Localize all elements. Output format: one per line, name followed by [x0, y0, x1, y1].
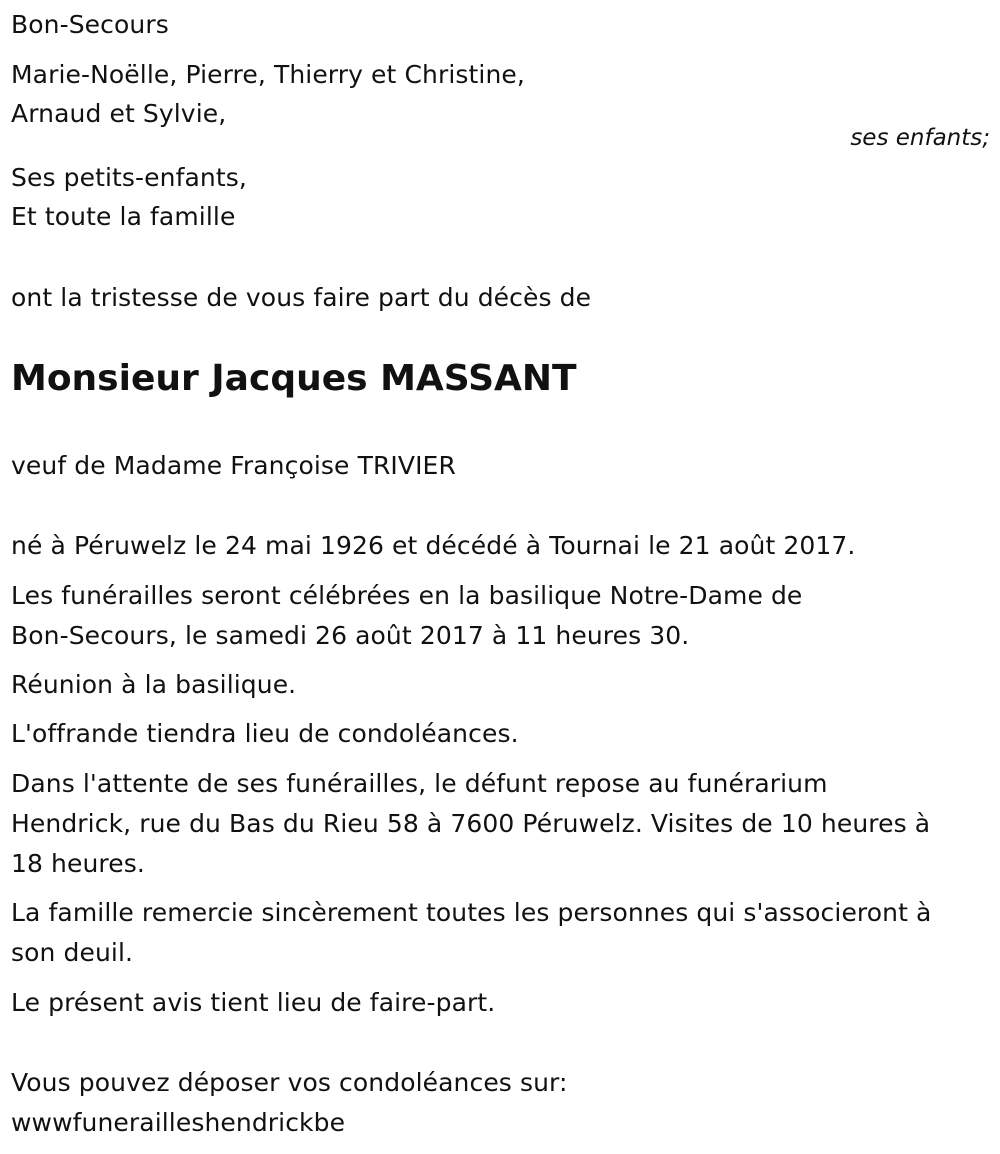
children-role-label: ses enfants;	[850, 125, 990, 151]
widower-of-line: veuf de Madame Françoise TRIVIER	[11, 451, 456, 480]
funeral-info-line-2: Bon-Secours, le samedi 26 août 2017 à 11 heures 30.	[11, 621, 690, 650]
notice-line: Le présent avis tient lieu de faire-part.	[11, 988, 496, 1017]
children-names-line-2: Arnaud et Sylvie,	[11, 99, 227, 128]
deceased-name: Monsieur Jacques MASSANT	[11, 358, 577, 399]
place-heading: Bon-Secours	[11, 10, 169, 39]
rest-info-line-3: 18 heures.	[11, 849, 145, 878]
funeral-info-line-1: Les funérailles seront célébrées en la basilique Notre-Dame de	[11, 581, 803, 610]
meeting-line: Réunion à la basilique.	[11, 670, 297, 699]
thanks-line-2: son deuil.	[11, 938, 134, 967]
thanks-line-1: La famille remercie sincèrement toutes les personnes qui s'associeront à	[11, 898, 932, 927]
birth-death-line: né à Péruwelz le 24 mai 1926 et décédé à Tournai le 21 août 2017.	[11, 531, 856, 560]
rest-info-line-1: Dans l'attente de ses funérailles, le défunt repose au funérarium	[11, 769, 828, 798]
grandchildren-line: Ses petits-enfants,	[11, 163, 247, 192]
intro-text: ont la tristesse de vous faire part du décès de	[11, 283, 592, 312]
whole-family-line: Et toute la famille	[11, 202, 236, 231]
condolences-label: Vous pouvez déposer vos condoléances sur:	[11, 1068, 568, 1097]
condolences-website-link[interactable]: wwwfunerailleshendrickbe	[11, 1108, 346, 1137]
offering-line: L'offrande tiendra lieu de condoléances.	[11, 719, 519, 748]
children-names-line-1: Marie-Noëlle, Pierre, Thierry et Christine,	[11, 60, 525, 89]
rest-info-line-2: Hendrick, rue du Bas du Rieu 58 à 7600 Péruwelz. Visites de 10 heures à	[11, 809, 931, 838]
